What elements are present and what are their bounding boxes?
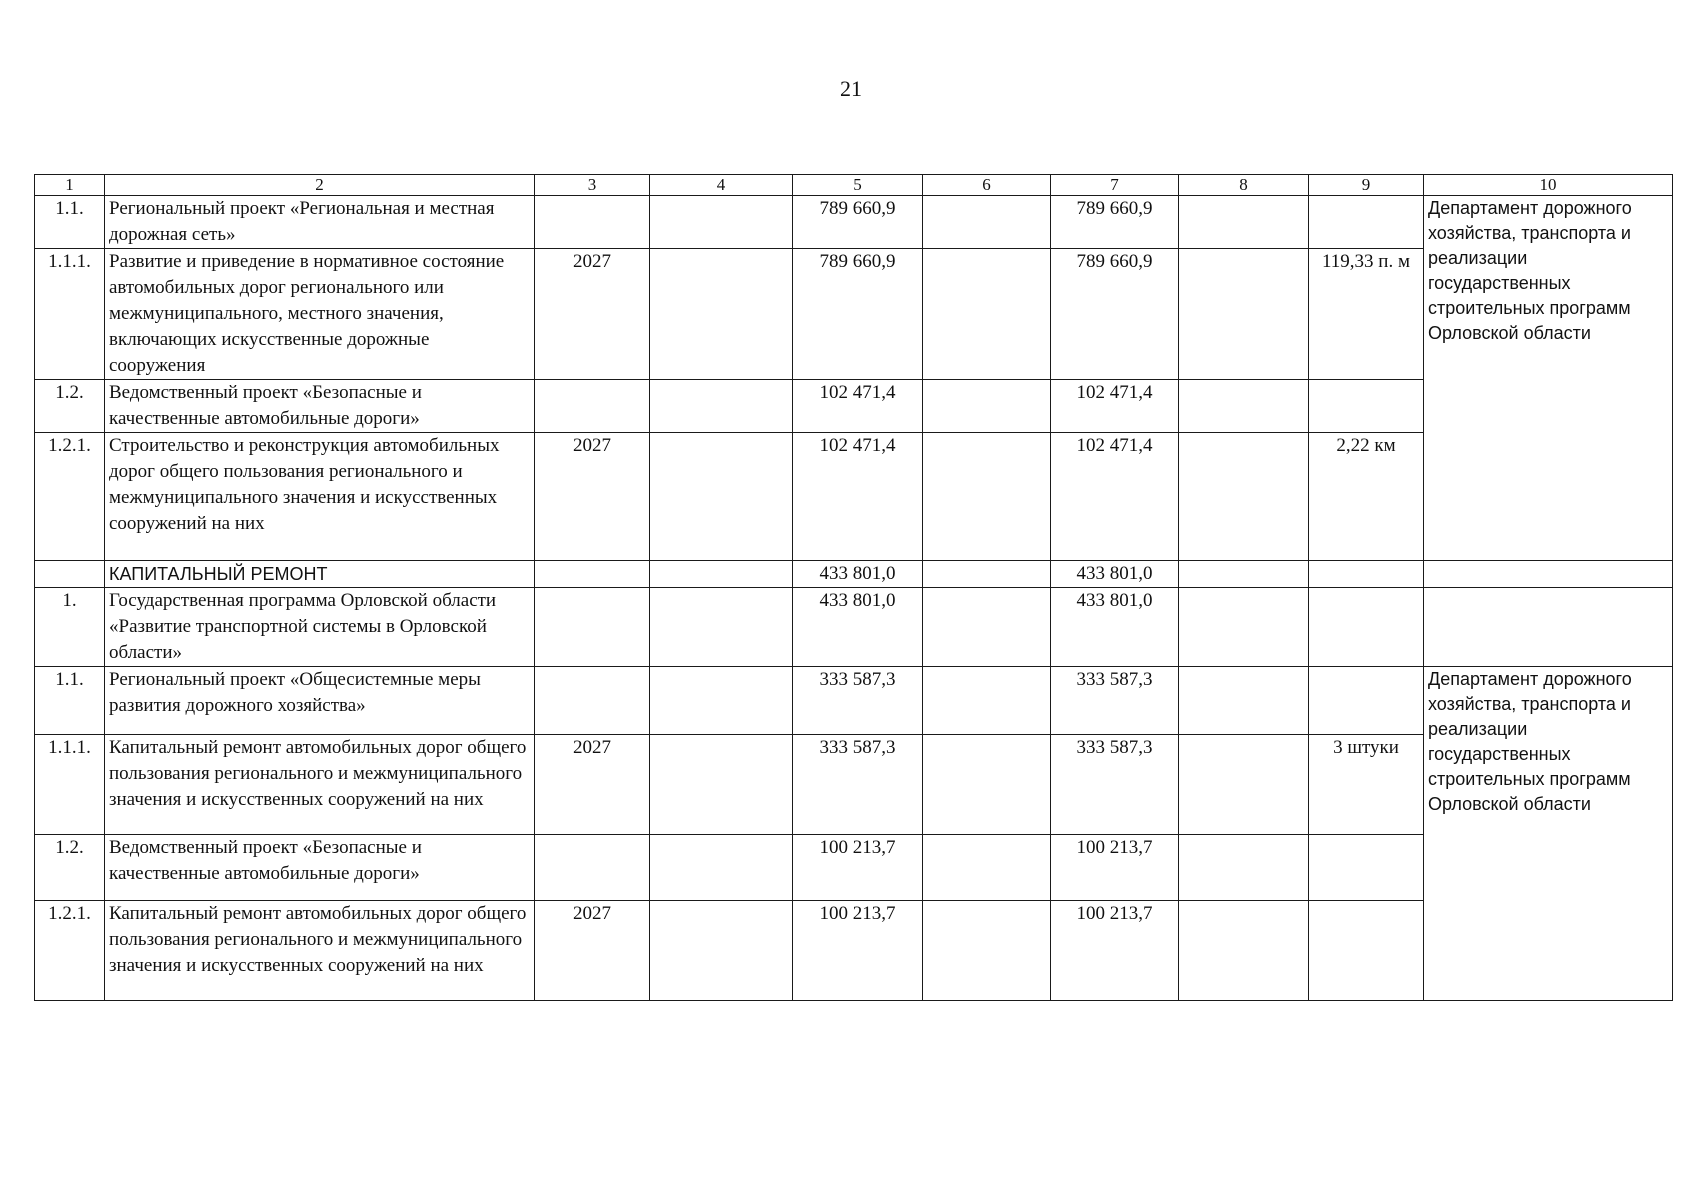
result-cell	[1309, 588, 1424, 667]
year-cell: 2027	[535, 249, 650, 380]
amount-col7-cell: 333 587,3	[1051, 735, 1179, 835]
result-cell: 2,22 км	[1309, 433, 1424, 561]
header-cell: 10	[1424, 175, 1673, 196]
year-cell	[535, 667, 650, 735]
amount-col5-cell: 333 587,3	[793, 667, 923, 735]
page-number: 21	[840, 76, 862, 101]
header-cell: 7	[1051, 175, 1179, 196]
row-number-cell	[35, 561, 105, 588]
result-cell	[1309, 561, 1424, 588]
row-name-cell: Капитальный ремонт автомобильных дорог общего пользования регионального и межмуниципального значения и искусственных сооружений на них	[105, 735, 535, 835]
amount-col6-cell	[923, 901, 1051, 1001]
row-number-cell: 1.2.	[35, 380, 105, 433]
header-cell: 1	[35, 175, 105, 196]
amount-col8-cell	[1179, 835, 1309, 901]
result-cell	[1309, 196, 1424, 249]
row-name-cell: Ведомственный проект «Безопасные и качественные автомобильные дороги»	[105, 835, 535, 901]
amount-col7-cell: 789 660,9	[1051, 249, 1179, 380]
header-cell: 9	[1309, 175, 1424, 196]
amount-col7-cell: 102 471,4	[1051, 433, 1179, 561]
header-cell: 2	[105, 175, 535, 196]
amount-col5-cell: 433 801,0	[793, 588, 923, 667]
amount-col7-cell: 100 213,7	[1051, 901, 1179, 1001]
table-row	[35, 196, 1673, 249]
row-number-cell: 1.2.1.	[35, 433, 105, 561]
amount-col6-cell	[923, 667, 1051, 735]
amount-col4-cell	[650, 561, 793, 588]
amount-col7-cell: 100 213,7	[1051, 835, 1179, 901]
header-cell: 8	[1179, 175, 1309, 196]
result-cell: 119,33 п. м	[1309, 249, 1424, 380]
amount-col8-cell	[1179, 196, 1309, 249]
row-number-cell: 1.1.1.	[35, 735, 105, 835]
amount-col8-cell	[1179, 380, 1309, 433]
amount-col7-cell: 433 801,0	[1051, 561, 1179, 588]
amount-col4-cell	[650, 588, 793, 667]
row-name-cell: Региональный проект «Региональная и местная дорожная сеть»	[105, 196, 535, 249]
amount-col6-cell	[923, 196, 1051, 249]
department-cell-empty	[1424, 588, 1673, 667]
header-cell: 6	[923, 175, 1051, 196]
result-cell	[1309, 380, 1424, 433]
amount-col5-cell: 433 801,0	[793, 561, 923, 588]
amount-col8-cell	[1179, 667, 1309, 735]
department-cell: Департамент дорожного хозяйства, транспорта и реализации государственных строительных программ Орловской области	[1424, 667, 1673, 1001]
amount-col5-cell: 100 213,7	[793, 835, 923, 901]
row-number-cell: 1.1.1.	[35, 249, 105, 380]
amount-col6-cell	[923, 433, 1051, 561]
year-cell: 2027	[535, 433, 650, 561]
year-cell	[535, 561, 650, 588]
amount-col4-cell	[650, 735, 793, 835]
year-cell	[535, 588, 650, 667]
amount-col8-cell	[1179, 901, 1309, 1001]
amount-col4-cell	[650, 835, 793, 901]
amount-col8-cell	[1179, 588, 1309, 667]
amount-col7-cell: 433 801,0	[1051, 588, 1179, 667]
amount-col5-cell: 100 213,7	[793, 901, 923, 1001]
amount-col8-cell	[1179, 735, 1309, 835]
amount-col8-cell	[1179, 249, 1309, 380]
amount-col4-cell	[650, 196, 793, 249]
table-row	[35, 667, 1673, 735]
row-name-cell: Ведомственный проект «Безопасные и качественные автомобильные дороги»	[105, 380, 535, 433]
header-cell: 4	[650, 175, 793, 196]
row-number-cell: 1.1.	[35, 667, 105, 735]
amount-col4-cell	[650, 433, 793, 561]
result-cell	[1309, 901, 1424, 1001]
amount-col6-cell	[923, 249, 1051, 380]
row-number-cell: 1.	[35, 588, 105, 667]
year-cell	[535, 835, 650, 901]
amount-col8-cell	[1179, 561, 1309, 588]
year-cell	[535, 380, 650, 433]
amount-col6-cell	[923, 735, 1051, 835]
amount-col7-cell: 333 587,3	[1051, 667, 1179, 735]
department-cell-empty	[1424, 561, 1673, 588]
row-name-cell: Строительство и реконструкция автомобильных дорог общего пользования регионального и межмуниципального значения и искусственных сооружений на них	[105, 433, 535, 561]
amount-col4-cell	[650, 249, 793, 380]
header-row	[35, 175, 1673, 196]
result-cell: 3 штуки	[1309, 735, 1424, 835]
amount-col4-cell	[650, 667, 793, 735]
row-name-cell: Государственная программа Орловской области «Развитие транспортной системы в Орловской области»	[105, 588, 535, 667]
result-cell	[1309, 667, 1424, 735]
amount-col5-cell: 102 471,4	[793, 433, 923, 561]
amount-col7-cell: 789 660,9	[1051, 196, 1179, 249]
result-cell	[1309, 835, 1424, 901]
row-name-cell: Региональный проект «Общесистемные меры развития дорожного хозяйства»	[105, 667, 535, 735]
amount-col6-cell	[923, 588, 1051, 667]
year-cell: 2027	[535, 901, 650, 1001]
amount-col5-cell: 102 471,4	[793, 380, 923, 433]
table-row	[35, 561, 1673, 588]
amount-col6-cell	[923, 561, 1051, 588]
amount-col5-cell: 789 660,9	[793, 249, 923, 380]
amount-col4-cell	[650, 901, 793, 1001]
row-number-cell: 1.2.1.	[35, 901, 105, 1001]
amount-col6-cell	[923, 380, 1051, 433]
row-name-cell: КАПИТАЛЬНЫЙ РЕМОНТ	[105, 561, 535, 588]
row-name-cell: Развитие и приведение в нормативное состояние автомобильных дорог регионального или межмуниципального, местного значения, включающих искусственные дорожные сооружения	[105, 249, 535, 380]
year-cell	[535, 196, 650, 249]
amount-col8-cell	[1179, 433, 1309, 561]
row-number-cell: 1.2.	[35, 835, 105, 901]
year-cell: 2027	[535, 735, 650, 835]
table-row	[35, 588, 1673, 667]
amount-col5-cell: 789 660,9	[793, 196, 923, 249]
program-table	[34, 174, 1673, 1001]
row-name-cell: Капитальный ремонт автомобильных дорог общего пользования регионального и межмуниципального значения и искусственных сооружений на них	[105, 901, 535, 1001]
row-number-cell: 1.1.	[35, 196, 105, 249]
amount-col5-cell: 333 587,3	[793, 735, 923, 835]
amount-col7-cell: 102 471,4	[1051, 380, 1179, 433]
header-cell: 5	[793, 175, 923, 196]
header-cell: 3	[535, 175, 650, 196]
amount-col4-cell	[650, 380, 793, 433]
amount-col6-cell	[923, 835, 1051, 901]
department-cell: Департамент дорожного хозяйства, транспорта и реализации государственных строительных программ Орловской области	[1424, 196, 1673, 561]
